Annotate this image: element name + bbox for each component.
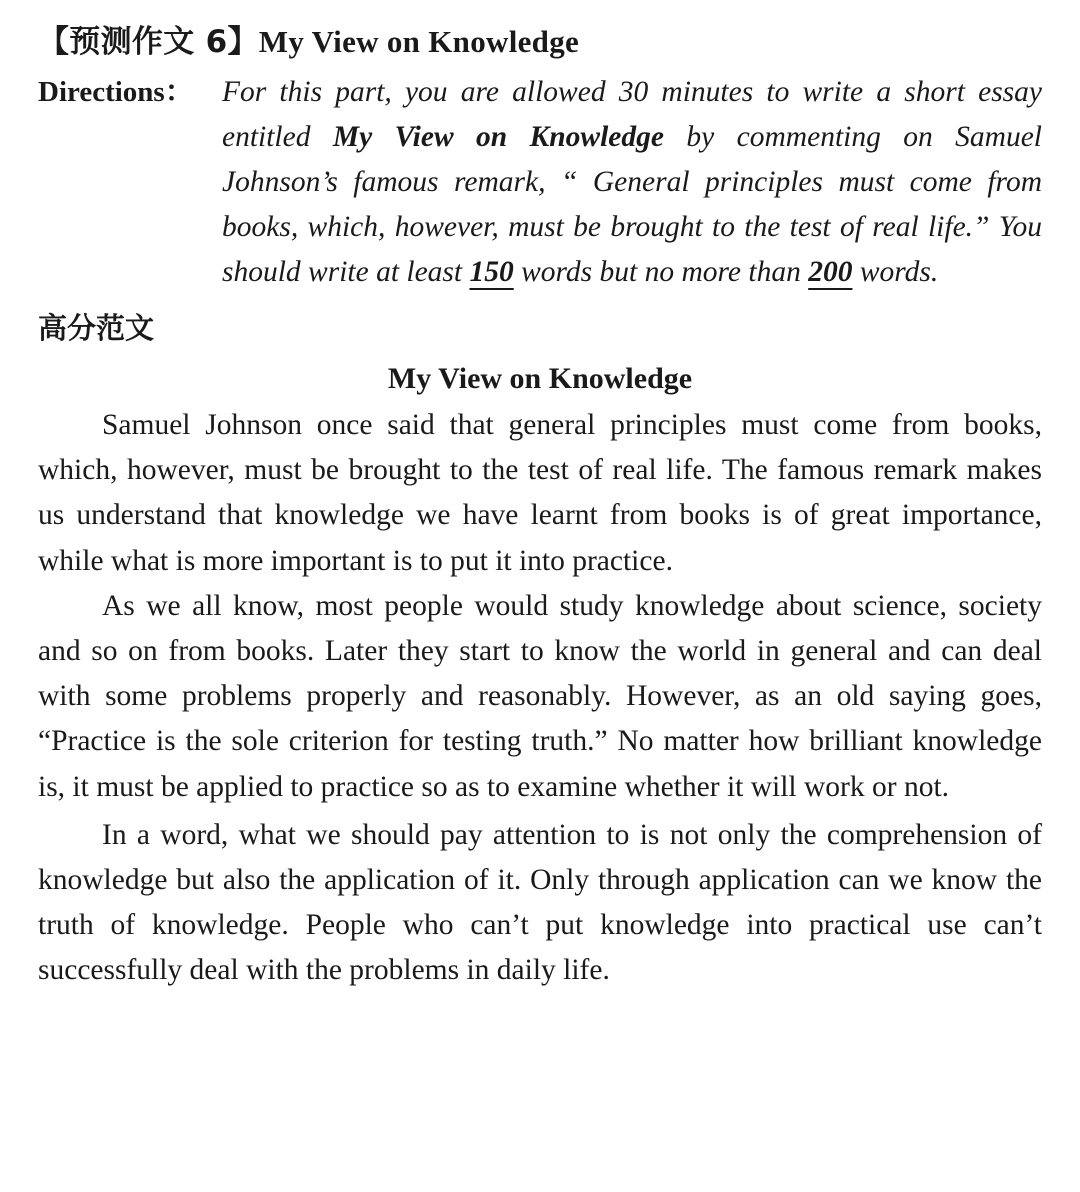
heading-prefix: 【预测作文 6】 [38, 24, 259, 60]
essay-paragraph-2: As we all know, most people would study knowledge about science, society and so on from books. Later they start to know the world in general and can deal with some problems properly and reasonably. However, as an old saying goes, “Practice is the sole criterion for testing truth.” No matter how brilliant knowledge is, it must be applied to practice so as to examine whether it will work or not. [38, 589, 1042, 803]
directions-label: Directions： [38, 76, 194, 108]
directions-text [222, 70, 1042, 295]
essay-paragraph-1: Samuel Johnson once said that general principles must come from books, which, however, must be brought to the test of real life. The famous remark makes us understand that knowledge we have learnt from books is of great importance, while what is more important is to put it into practice. [38, 409, 1042, 577]
prompt-heading [38, 18, 1042, 66]
heading-title: My View on Knowledge [258, 24, 580, 59]
directions-text-4: words. [852, 256, 939, 288]
directions-text-3: words but no more than [513, 256, 809, 288]
directions-block [38, 70, 1042, 295]
essay-title: My View on Knowledge [387, 362, 693, 395]
directions-text-1: For this part, you are allowed 30 minutes to write a short essay entitled [222, 76, 1042, 153]
directions-text-2: by commenting on Samuel Johnson’s famous remark, “ General principles must come from books, which, however, must be brought to the test of real life.” You should write at least [222, 121, 1042, 288]
min-word-count: 150 [469, 256, 514, 288]
essay-paragraph-3: In a word, what we should pay attention to is not only the comprehension of knowledge but also the application of it. Only through application can we know the truth of knowledge. People who can’t put knowledge into practical use can’t successfully deal with the problems in daily life. [38, 818, 1042, 987]
section-label: 高分范文 [38, 311, 155, 345]
max-word-count: 200 [808, 256, 853, 288]
directions-essay-title: My View on Knowledge [332, 121, 664, 153]
